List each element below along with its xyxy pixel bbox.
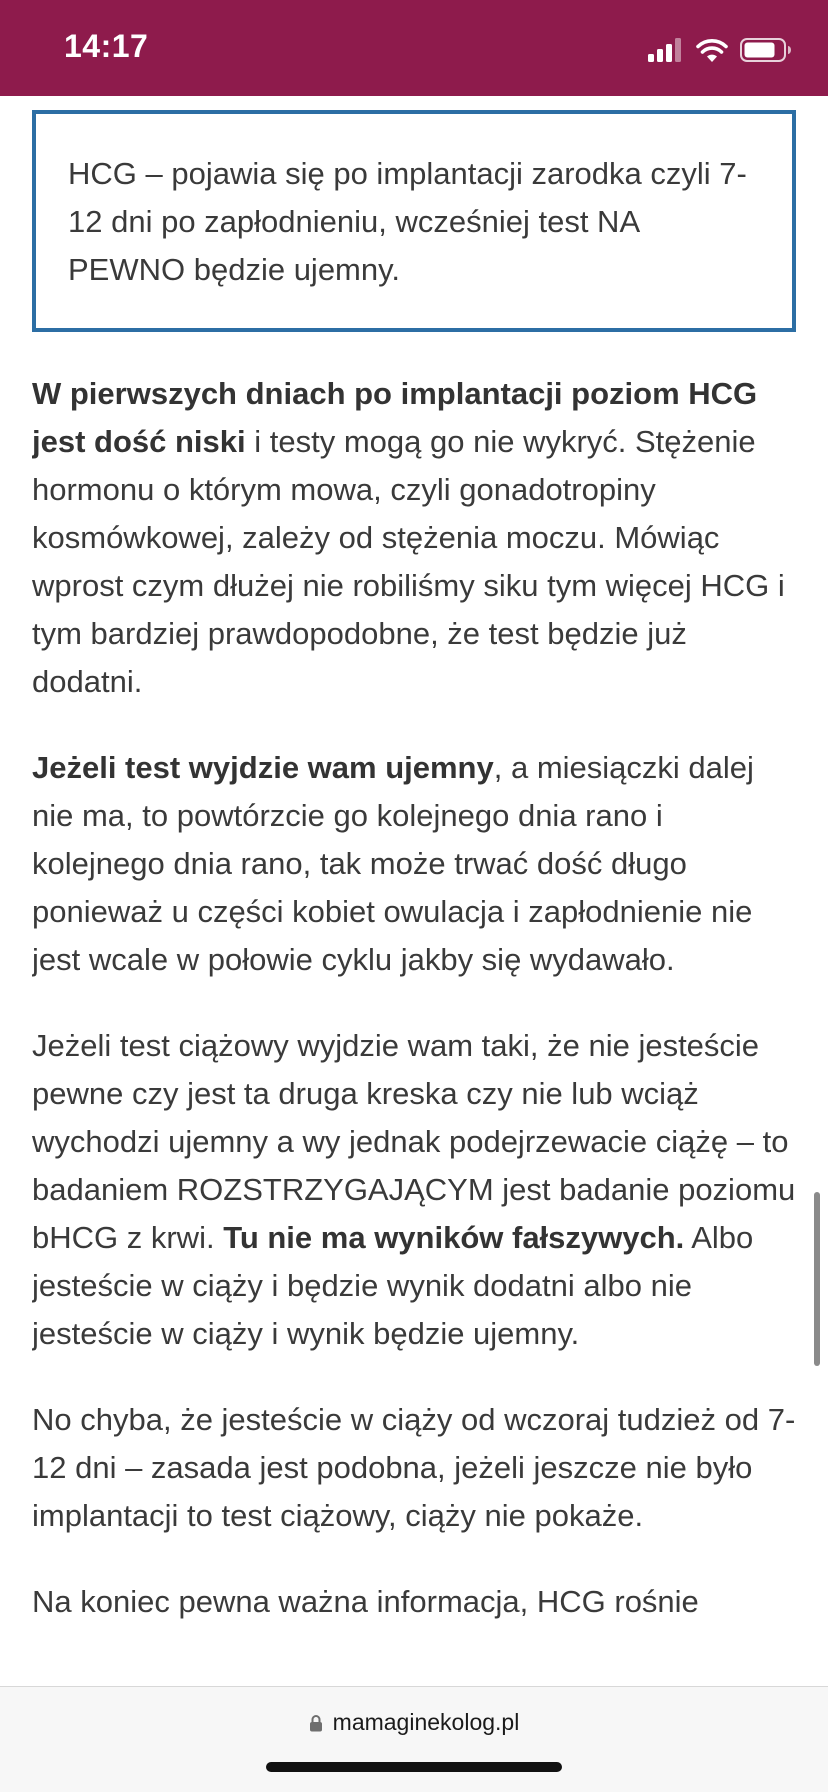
- url-bar[interactable]: [0, 1686, 828, 1792]
- paragraph-blood-test: [32, 1022, 796, 1358]
- lock-icon: [309, 1714, 323, 1732]
- home-indicator[interactable]: [266, 1762, 562, 1772]
- paragraph-blood-test-text-after: Albo jesteście w ciąży i będzie wynik dodatni albo nie jesteście w ciąży i wynik będzie ujemny.: [32, 1220, 754, 1351]
- status-bar: [0, 0, 828, 96]
- paragraph-negative-test-text: , a miesiączki dalej nie ma, to powtórzcie go kolejnego dnia rano i kolejnego dnia rano, tak może trwać dość długo ponieważ u części kobiet owulacja i zapłodnienie nie jest wcale w połowie cyklu jakby się wydawało.: [32, 750, 754, 977]
- paragraph-negative-test: [32, 744, 796, 984]
- paragraph-implantation-bold: W pierwszych dniach po implantacji poziom HCG jest dość niski: [32, 376, 758, 459]
- article-content: [32, 96, 796, 1686]
- paragraph-blood-test-text-before: Jeżeli test ciążowy wyjdzie wam taki, że nie jesteście pewne czy jest ta druga kreska czy nie lub wciąż wychodzi ujemny a wy jednak podejrzewacie ciążę – to badaniem ROZSTRZYGAJĄCYM jest badanie poziomu bHCG z krwi.: [32, 1028, 796, 1255]
- scroll-indicator[interactable]: [814, 1192, 820, 1366]
- paragraph-early-pregnancy: No chyba, że jesteście w ciąży od wczoraj tudzież od 7-12 dni – zasada jest podobna, jeżeli jeszcze nie było implantacji to test ciążowy, ciąży nie pokaże.: [32, 1402, 796, 1533]
- paragraph-final-info: Na koniec pewna ważna informacja, HCG rośnie: [32, 1584, 699, 1619]
- paragraph-implantation-text: i testy mogą go nie wykryć. Stężenie hormonu o którym mowa, czyli gonadotropiny kosmówkowej, zależy od stężenia moczu. Mówiąc wprost czym dłużej nie robiliśmy siku tym więcej HCG i tym bardziej prawdopodobne, że test będzie już dodatni.: [32, 424, 785, 699]
- hcg-note-box: HCG – pojawia się po implantacji zarodka czyli 7-12 dni po zapłodnieniu, wcześniej test NA PEWNO będzie ujemny.: [32, 110, 796, 332]
- status-icons: [648, 32, 792, 68]
- cellular-signal-icon: [648, 38, 684, 62]
- status-time: 14:17: [64, 28, 149, 64]
- paragraph-negative-test-bold: Jeżeli test wyjdzie wam ujemny: [32, 750, 494, 785]
- paragraph-blood-test-bold: Tu nie ma wyników fałszywych.: [223, 1220, 685, 1255]
- paragraph-implantation: [32, 370, 796, 706]
- wifi-icon: [696, 37, 728, 63]
- url-domain[interactable]: mamaginekolog.pl: [332, 1709, 520, 1735]
- url-row[interactable]: [0, 1709, 828, 1736]
- battery-icon: [740, 37, 792, 63]
